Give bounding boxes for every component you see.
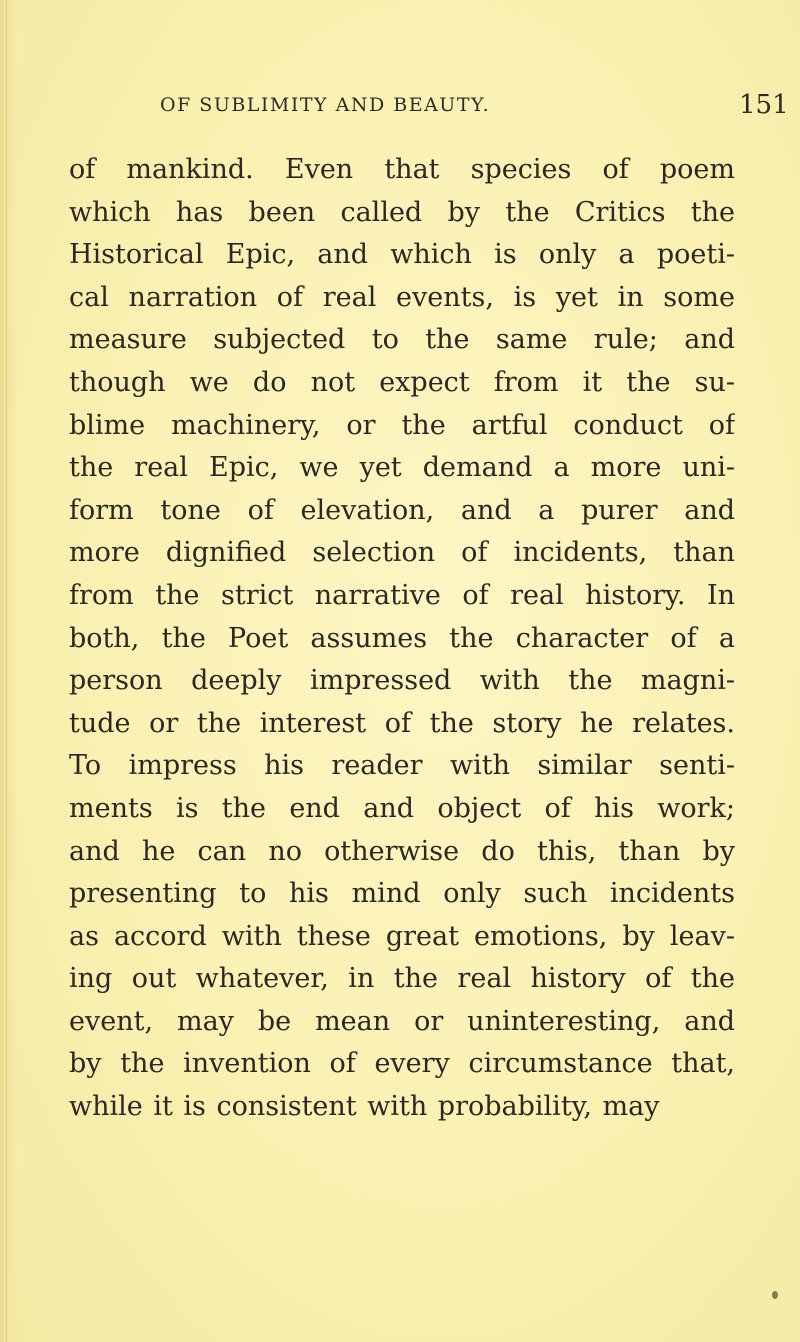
running-head <box>0 88 800 128</box>
text-line: the real Epic, we yet demand a more uni- <box>69 452 735 484</box>
text-line: tude or the interest of the story he relates. <box>69 707 735 739</box>
text-line: ing out whatever, in the real history of the <box>69 963 735 995</box>
binding-gutter-shadow <box>0 0 18 1342</box>
text-line: ments is the end and object of his work; <box>69 792 735 824</box>
text-line: by the invention of every circumstance that, <box>69 1048 735 1080</box>
text-line: event, may be mean or uninteresting, and <box>69 1005 735 1037</box>
text-line: Historical Epic, and which is only a poeti- <box>69 239 735 271</box>
running-head-title: OF SUBLIMITY AND BEAUTY. <box>160 94 491 116</box>
text-line: of mankind. Even that species of poem <box>69 154 735 185</box>
text-line: which has been called by the Critics the <box>69 196 735 228</box>
text-line: from the strict narrative of real history. In <box>69 579 735 611</box>
binding-gutter-line <box>6 0 7 1342</box>
text-line: presenting to his mind only such incidents <box>69 878 735 910</box>
text-line: and he can no otherwise do this, than by <box>69 835 735 867</box>
text-line: blime machinery, or the artful conduct of <box>69 409 735 441</box>
text-line: cal narration of real events, is yet in some <box>69 281 735 313</box>
text-line: more dignified selection of incidents, than <box>69 537 735 569</box>
text-line: person deeply impressed with the magni- <box>69 665 735 697</box>
text-line: though we do not expect from it the su- <box>69 366 735 398</box>
text-line: form tone of elevation, and a purer and <box>69 494 735 526</box>
text-line: measure subjected to the same rule; and <box>69 324 735 356</box>
page-number: 151 <box>739 90 789 120</box>
text-line: as accord with these great emotions, by leav- <box>69 920 735 952</box>
text-line: both, the Poet assumes the character of a <box>69 622 735 654</box>
text-line: while it is consistent with probability, may <box>69 1091 660 1123</box>
ink-speck <box>772 1291 778 1299</box>
body-text <box>69 149 735 1129</box>
text-line: To impress his reader with similar senti- <box>69 750 735 782</box>
